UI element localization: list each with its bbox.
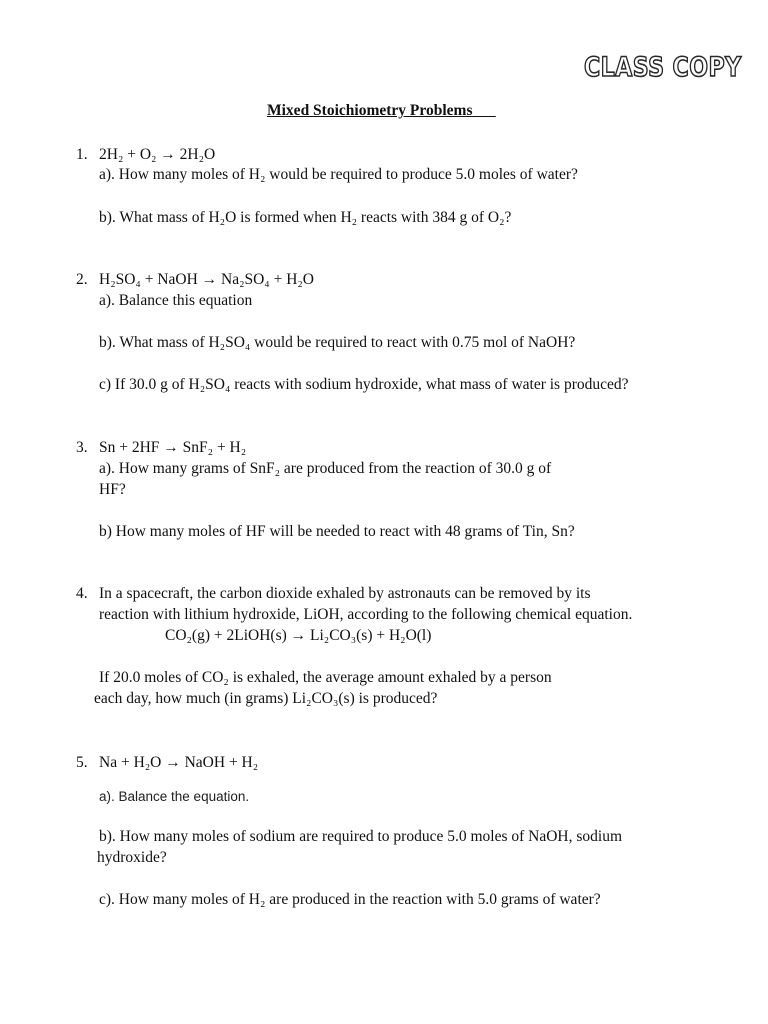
- problem-2-part-a: a). Balance this equation: [99, 292, 253, 309]
- problem-5-number: 5.: [76, 754, 88, 771]
- problem-5-part-c: c). How many moles of H₂ are produced in the reaction with 5.0 grams of water?: [99, 891, 601, 908]
- problem-2-equation: H₂SO₄ + NaOH → Na₂SO₄ + H₂O: [99, 271, 314, 288]
- problem-4-question-line-1: If 20.0 moles of CO₂ is exhaled, the average amount exhaled by a person: [99, 669, 552, 686]
- problem-3-part-a-cont: HF?: [99, 481, 126, 498]
- problem-4-equation: CO₂(g) + 2LiOH(s) → Li₂CO₃(s) + H₂O(l): [165, 627, 432, 644]
- problem-5-part-a: a). Balance the equation.: [99, 789, 250, 804]
- problem-3-equation: Sn + 2HF → SnF₂ + H₂: [99, 439, 247, 456]
- problem-3-part-b: b) How many moles of HF will be needed to react with 48 grams of Tin, Sn?: [99, 523, 575, 540]
- problem-2-number: 2.: [76, 271, 88, 288]
- problem-4-intro-line-1: In a spacecraft, the carbon dioxide exhaled by astronauts can be removed by its: [99, 585, 591, 602]
- class-copy-stamp: CLASS COPY: [584, 52, 742, 83]
- problem-5-equation: Na + H₂O → NaOH + H₂: [99, 754, 259, 771]
- problem-2-part-c: c) If 30.0 g of H₂SO₄ reacts with sodium hydroxide, what mass of water is produced?: [99, 376, 629, 393]
- problem-5-part-b-cont: hydroxide?: [97, 849, 167, 866]
- problem-1-part-a: a). How many moles of H₂ would be required to produce 5.0 moles of water?: [99, 166, 578, 183]
- problem-2-part-b: b). What mass of H₂SO₄ would be required to react with 0.75 mol of NaOH?: [99, 334, 576, 351]
- problem-4-number: 4.: [76, 585, 88, 602]
- problem-3-part-a: a). How many grams of SnF₂ are produced from the reaction of 30.0 g of: [99, 460, 552, 477]
- problem-1-number: 1.: [76, 146, 88, 163]
- problem-3-number: 3.: [76, 439, 88, 456]
- problem-4-intro-line-2: reaction with lithium hydroxide, LiOH, according to the following chemical equation.: [99, 606, 633, 623]
- problem-1-equation: 2H₂ + O₂ → 2H₂O: [99, 146, 216, 163]
- problem-5-part-b: b). How many moles of sodium are required to produce 5.0 moles of NaOH, sodium: [99, 828, 623, 845]
- problem-1-part-b: b). What mass of H₂O is formed when H₂ reacts with 384 g of O₂?: [99, 209, 512, 226]
- problem-4-question-line-2: each day, how much (in grams) Li₂CO₃(s) is produced?: [94, 690, 438, 707]
- page-title: Mixed Stoichiometry Problems: [267, 102, 496, 119]
